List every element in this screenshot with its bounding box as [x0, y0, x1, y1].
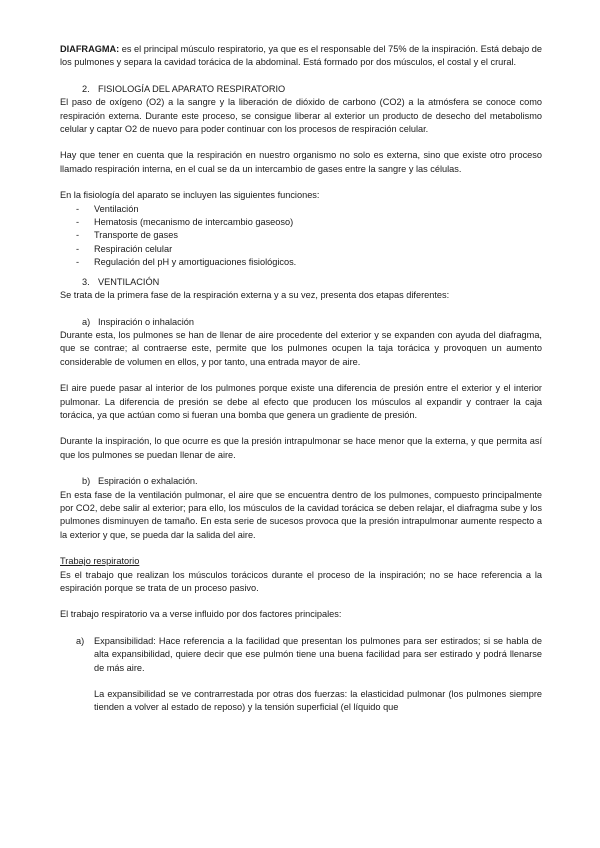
list-item: - Ventilación	[76, 203, 139, 214]
section-2-paragraph-2: Hay que tener en cuenta que la respiración en nuestro organismo no solo es externa, sino que existe otro proceso llamado respiración interna, en el cual se da un intercambio de gases entre la sangre y las células.	[60, 150, 542, 174]
subsection-a-heading	[60, 316, 542, 329]
trabajo-respiratorio-paragraph-2: El trabajo respiratorio va a verse influido por dos factores principales:	[60, 609, 342, 620]
document-page	[60, 43, 542, 715]
diafragma-paragraph	[60, 43, 542, 70]
subsection-a-paragraph-1: Durante esta, los pulmones se han de llenar de aire procedente del exterior y se expanden con ayuda del diafragma, que se contrae; al contraerse este, permite que los pulmones ocupen la taja torácica y provoquen un aumento considerable de volumen en ellos, y por tanto, una entrada mayor de aire.	[60, 329, 542, 367]
list-item: - Hematosis (mecanismo de intercambio gaseoso)	[76, 217, 294, 228]
section-3-number: 3.	[82, 276, 90, 287]
factor-a-letter: a)	[76, 635, 85, 646]
section-3-title: VENTILACIÓN	[98, 276, 160, 287]
diafragma-text: es el principal músculo respiratorio, ya que es el responsable del 75% de la inspiración. Está debajo de los pulmones y separa la cavidad torácica de la abdominal. Está formado por dos músculos, el costal y el crural.	[60, 44, 542, 68]
section-2-title: FISIOLOGÍA DEL APARATO RESPIRATORIO	[98, 83, 286, 94]
diafragma-term: DIAFRAGMA:	[60, 44, 120, 54]
subsection-b-title: Espiración o exhalación.	[98, 476, 198, 487]
section-2-number: 2.	[82, 83, 90, 94]
subsection-a-paragraph-2: El aire puede pasar al interior de los pulmones porque existe una diferencia de presión entre el exterior y el interior pulmonar. La diferencia de presión se debe al efecto que producen los músculos al expandir y contraer la caja torácica, ya que actúan como si fueran una bomba que genera un gradiente de presión.	[60, 383, 542, 420]
section-2-paragraph-3: En la fisiología del aparato se incluyen las siguientes funciones:	[60, 190, 320, 201]
factor-a	[60, 635, 542, 715]
list-item: - Transporte de gases	[76, 230, 178, 241]
functions-list	[60, 203, 542, 270]
section-3-heading	[60, 276, 542, 289]
factor-a-paragraph-2: La expansibilidad se ve contrarrestada por otras dos fuerzas: la elasticidad pulmonar (los pulmones siempre tienden a volver al estado de reposo) y la tensión superficial (el líquido que	[94, 689, 542, 713]
factor-a-paragraph-1: Expansibilidad: Hace referencia a la facilidad que presentan los pulmones para ser estirados; si se habla de alta expansibilidad, quiere decir que ese pulmón tiene una buena facilidad para ser estirado y podrá llenarse de más aire.	[94, 635, 542, 673]
subsection-a-title: Inspiración o inhalación	[98, 316, 195, 327]
trabajo-respiratorio-paragraph-1: Es el trabajo que realizan los músculos torácicos durante el proceso de la inspiración; no se hace referencia a la espiración porque se trata de un proceso pasivo.	[60, 569, 542, 593]
list-item: - Regulación del pH y amortiguaciones fisiológicos.	[76, 257, 297, 268]
subsection-a-letter: a)	[82, 316, 91, 327]
trabajo-respiratorio-title: Trabajo respiratorio	[60, 556, 140, 567]
subsection-b-letter: b)	[82, 476, 91, 487]
section-3-paragraph-1: Se trata de la primera fase de la respiración externa y a su vez, presenta dos etapas diferentes:	[60, 290, 450, 301]
subsection-b-heading	[60, 475, 542, 488]
section-2-paragraph-1: El paso de oxígeno (O2) a la sangre y la liberación de dióxido de carbono (CO2) a la atmósfera se conoce como respiración externa. Durante este proceso, se consigue liberar al exterior un producto de desecho del metabolismo celular y captar O2 de nuevo para poder continuar con los procesos de respiración celular.	[60, 97, 542, 135]
section-2-heading	[60, 83, 542, 96]
list-item: - Respiración celular	[76, 243, 173, 254]
subsection-a-paragraph-3: Durante la inspiración, lo que ocurre es que la presión intrapulmonar se hace menor que la externa, y que permita así que los pulmones se puedan llenar de aire.	[60, 436, 542, 460]
subsection-b-paragraph-1: En esta fase de la ventilación pulmonar, el aire que se encuentra dentro de los pulmones, compuesto principalmente por CO2, debe salir al exterior; para ello, los músculos de la cavidad torácica se deben relajar, el diafragma sube y los pulmones disminuyen de tamaño. En esta serie de sucesos provoca que la presión intrapulmonar aumente respecto a la exterior y que, se pueda dar la salida del aire.	[60, 489, 542, 540]
